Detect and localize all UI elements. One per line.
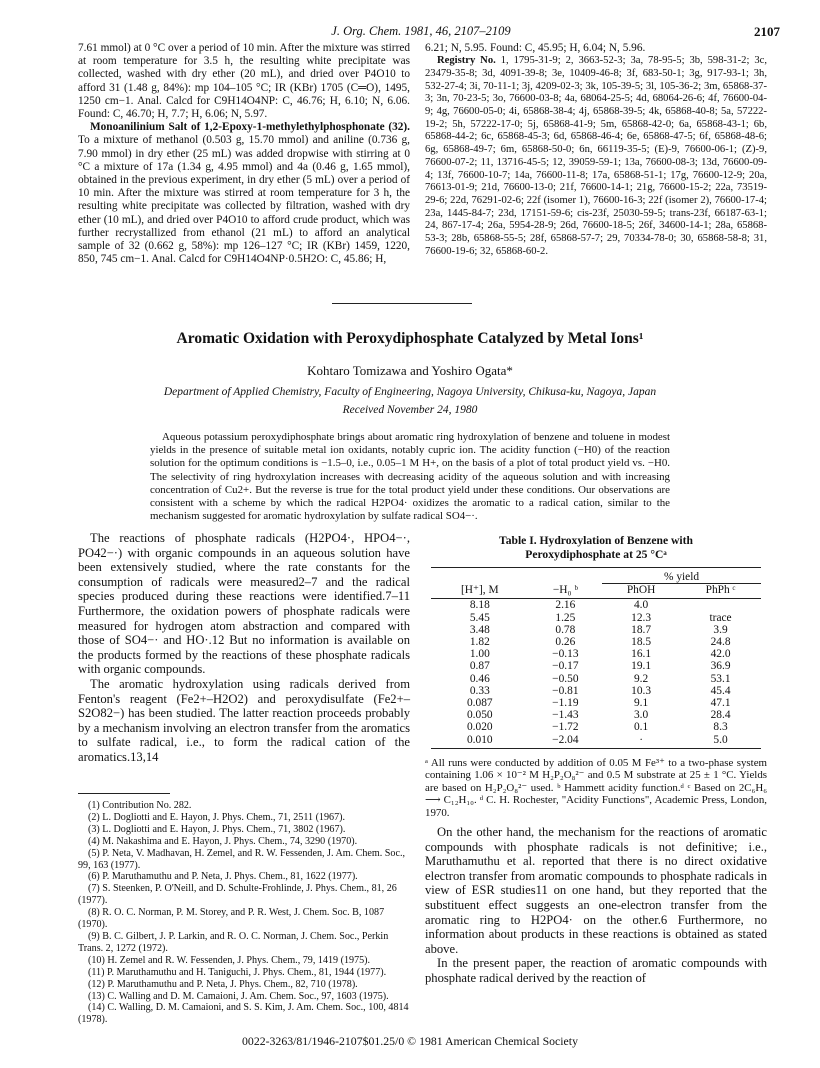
- article-separator-rule: [332, 303, 472, 304]
- cell-phoh: 10.3: [631, 684, 652, 697]
- table-title-line-1: Table I. Hydroxylation of Benzene with: [499, 534, 693, 547]
- experimental-paragraph: 7.61 mmol) at 0 °C over a period of 10 min. After the mixture was stirred at room temperature for 3.5 h, the resulting white precipitate was collected, washed with dry ether (20 mL), and dried over P4O10 to afford 31 (1.48 g, 84%): mp 104–105 °C; IR (KBr) 1705 (C═O), 1495, 1250 cm−1. Anal. Calcd for C9H14O4NP: C, 46.76; H, 6.10; N, 6.06. Found: C, 46.70; H, 7.7; H, 6.06; N, 5.97.: [78, 42, 410, 121]
- yield-group-header: % yield: [602, 571, 761, 584]
- cell-phoh: 12.3: [631, 611, 652, 624]
- cell-phoh: 16.1: [631, 648, 652, 661]
- cell-h-plus: 5.45: [469, 611, 490, 624]
- cell-phph: 3.9: [713, 623, 728, 636]
- cell-h0: −0.13: [552, 648, 579, 661]
- salt-paragraph: [78, 121, 410, 266]
- cell-phph: 42.0: [710, 648, 731, 661]
- reference-item: (3) L. Dogliotti and E. Hayon, J. Phys. Chem., 71, 3802 (1967).: [88, 823, 346, 835]
- journal-citation: J. Org. Chem. 1981, 46, 2107–2109: [331, 24, 511, 38]
- table-1: [425, 534, 767, 819]
- references-rule: [78, 793, 170, 794]
- cell-phoh: 3.0: [633, 709, 649, 722]
- page-number: 2107: [754, 24, 780, 39]
- analysis-continuation: 6.21; N, 5.95. Found: C, 45.95; H, 6.04; N, 5.96.: [425, 42, 646, 54]
- cell-phoh: 4.0: [633, 599, 649, 612]
- cell-phoh: 0.1: [633, 721, 649, 734]
- reference-item: (14) C. Walling, D. M. Camaioni, and S. S. Kim, J. Am. Chem. Soc., 100, 4814 (1978).: [78, 1002, 409, 1026]
- cell-h0: −1.19: [552, 697, 579, 710]
- article-title: Aromatic Oxidation with Peroxydiphosphate Catalyzed by Metal Ions¹: [176, 330, 644, 347]
- cell-phph: 47.1: [710, 697, 731, 710]
- cell-h0: 0.26: [555, 636, 576, 649]
- cell-h0: 2.16: [555, 599, 576, 612]
- registry-list: 1, 1795-31-9; 2, 3663-52-3; 3a, 78-95-5; 3b, 598-31-2; 3c, 23479-35-8; 3d, 4091-39-8; 3e, 10409-46-8; 3f, 683-50-1; 3g, 917-93-1; 3h, 532-27-4; 3i, 70-11-1; 3j, 4209-02-3; 3k, 105-39-5; 3l, 105-36-2; 3m, 65868-37-3; 3n, 70-23-5; 3o, 76600-03-8; 4a, 68064-25-5; 4d, 68064-26-6; 4f, 76600-04-9; 4g, 76600-05-0; 4i, 65868-38-4; 4j, 65868-39-5; 4k, 65868-40-8; 5a, 57222-19-2; 5h, 57222-17-0; 5j, 65868-41-9; 5m, 65868-42-0; 6a, 65868-43-1; 6b, 65868-44-2; 6c, 65868-45-3; 6d, 65868-46-4; 6e, 65868-47-5; 6f, 65868-48-6; 6g, 65868-49-7; 6m, 65868-50-0; 6n, 66119-35-5; (E)-9, 76600-06-1; (Z)-9, 76600-07-2; 11, 13716-45-5; 12, 39059-59-1; 13a, 76600-08-3; 13d, 76600-09-4; 13f, 76600-10-7; 14a, 76600-11-8; 17a, 65868-51-1; 17g, 76600-12-9; 20a, 76613-01-9; 21d, 76600-13-0; 21f, 76600-14-1; 21g, 76600-15-2; 22a, 73519-29-6; 22d, 76291-02-6; 22f (isomer 1), 76600-16-3; 22f (isomer 2), 76600-17-4; 23a, 1445-84-7; 23d, 17151-59-6; cis-23f, 25030-59-5; trans-23f, 66187-63-1; 24, 867-17-4; 26a, 5954-28-9; 26d, 76600-18-5; 26f, 34600-14-1; 28a, 65868-53-3; 28b, 65868-55-5; 28f, 65868-57-7; 29, 70334-78-0; 30, 65868-58-8; 31, 76600-19-6; 32, 65868-60-2.: [425, 55, 767, 257]
- reference-item: (8) R. O. C. Norman, P. M. Storey, and P. R. West, J. Chem. Soc. B, 1087 (1970).: [78, 907, 385, 931]
- reference-item: (7) S. Steenken, P. O'Neill, and D. Schulte-Frohlinde, J. Phys. Chem., 81, 26 (1977).: [78, 883, 397, 907]
- reference-item: (4) M. Nakashima and E. Hayon, J. Phys. Chem., 74, 3290 (1970).: [88, 835, 358, 847]
- col-header-phph: PhPh ᶜ: [705, 584, 736, 597]
- reference-item: (5) P. Neta, V. Madhavan, H. Zemel, and R. W. Fessenden, J. Am. Chem. Soc., 99, 163 (1977).: [78, 847, 405, 871]
- reference-item: (13) C. Walling and D. M. Camaioni, J. Am. Chem. Soc., 97, 1603 (1975).: [88, 990, 389, 1002]
- cell-h-plus: 8.18: [469, 599, 490, 612]
- previous-article-left-column: [78, 42, 410, 266]
- cell-h0: −2.04: [552, 733, 579, 746]
- table-row: [431, 612, 761, 624]
- cell-h-plus: 0.46: [469, 672, 490, 685]
- registry-numbers: [425, 55, 767, 258]
- reference-item: (9) B. C. Gilbert, J. P. Larkin, and R. O. C. Norman, J. Chem. Soc., Perkin Trans. 2, 1272 (1972).: [78, 930, 389, 954]
- cell-phph: trace: [709, 611, 732, 624]
- table-row: [431, 599, 761, 612]
- cell-phph: 45.4: [710, 684, 731, 697]
- table-row: [431, 624, 761, 636]
- copyright-footer: 0022-3263/81/1946-2107$01.25/0 © 1981 American Chemical Society: [242, 1034, 578, 1048]
- cell-phoh: 18.7: [631, 623, 652, 636]
- article-authors: Kohtaro Tomizawa and Yoshiro Ogata*: [307, 363, 513, 378]
- right-paragraph-2: In the present paper, the reaction of aromatic compounds with phosphate radical derived by the reaction of: [425, 956, 767, 985]
- intro-paragraph-2: The aromatic hydroxylation using radicals derived from Fenton's reagent (Fe2+–H2O2) and peroxydisulfate (Fe2+–S2O82−) has been studied. The latter reaction proceeds probably by a mechanism involving an electron transfer from the aromatics to sulfate radical, i.e., to form the radical cation of the aromatics.13,14: [78, 676, 410, 764]
- reference-item: (2) L. Dogliotti and E. Hayon, J. Phys. Chem., 71, 2511 (1967).: [88, 811, 345, 823]
- cell-phph: 8.3: [713, 721, 728, 734]
- author-affiliation: Department of Applied Chemistry, Faculty of Engineering, Nagoya University, Chikusa-ku, Nagoya, Japan: [163, 386, 657, 398]
- col-header-h-plus: [H⁺], M: [460, 583, 499, 596]
- abstract-text: Aqueous potassium peroxydiphosphate brings about aromatic ring hydroxylation of benzene and toluene in modest yields in the presence of suitable metal ion oxidants, notably cupric ion. The acidity function (−H0) of the reaction solution for the optimum conditions is −1.5–0, i.e., 0.05–1 M H+, on the basis of a plot of total product yield vs. −H0. The selectivity of ring hydroxylation increases with decreasing acidity of the aqueous solution and with increasing concentration of Cu2+. But the reverse is true for the total product yield under these conditions. Our observations are consistent with a scheme by which the radical H2PO4· oxidizes the aromatic to a radical cation, similar to the mechanism suggested for aromatic hydroxylation by sulfate radical SO4−·.: [150, 431, 670, 523]
- cell-h-plus: 0.33: [469, 684, 490, 697]
- col-header-phoh: PhOH: [626, 584, 656, 597]
- table-row: [431, 697, 761, 709]
- table-row: [431, 721, 761, 733]
- registry-heading: Registry No.: [437, 55, 496, 67]
- table-row: [431, 685, 761, 697]
- cell-phph: 5.0: [713, 733, 728, 746]
- reference-item: (12) P. Maruthamuthu and P. Neta, J. Phys. Chem., 82, 710 (1978).: [88, 978, 358, 990]
- cell-h0: −0.81: [552, 684, 579, 697]
- cell-h0: 1.25: [555, 611, 576, 624]
- right-paragraph-1: On the other hand, the mechanism for the reactions of aromatic compounds with phosphate radicals is not definitive; i.e., Maruthamuthu et al. reported that there is no direct oxidative electron transfer from aromatic compounds to phosphate radicals in view of ESR studies11 on one hand, but they reported that the substituent effect suggests an one-electron transfer from the aromatic ring to H2PO4· on the other.6 Furthermore, no information about products in these reactions is obtained as stated above.: [425, 825, 767, 956]
- running-header: [62, 24, 780, 40]
- introduction-column: [78, 531, 410, 765]
- cell-phoh: 9.2: [633, 672, 649, 685]
- reference-item: (6) P. Maruthamuthu and P. Neta, J. Phys. Chem., 81, 1622 (1977).: [88, 871, 358, 883]
- cell-h0: −0.17: [552, 660, 579, 673]
- cell-h0: −0.50: [552, 672, 579, 685]
- cell-phph: [680, 599, 761, 612]
- salt-heading: Monoanilinium Salt of 1,2-Epoxy-1-methylethylphosphonate (32).: [90, 121, 410, 134]
- col-header-h0: −H₀ ᵇ: [552, 583, 578, 596]
- table-title-line-2: Peroxydiphosphate at 25 °Cᵃ: [525, 547, 667, 561]
- reference-item: (10) H. Zemel and R. W. Fessenden, J. Phys. Chem., 79, 1419 (1975).: [88, 954, 371, 966]
- cell-h-plus: 0.87: [469, 660, 490, 673]
- cell-h-plus: 1.82: [469, 636, 490, 649]
- cell-phoh: 18.5: [631, 636, 652, 649]
- cell-phoh: ·: [639, 733, 643, 746]
- previous-article-right-column: [425, 42, 767, 258]
- cell-h-plus: 0.020: [466, 721, 493, 734]
- table-row: [431, 734, 761, 746]
- cell-h0: −1.43: [552, 709, 579, 722]
- intro-paragraph-1: The reactions of phosphate radicals (H2PO4·, HPO4−·, PO42−·) with organic compounds in an aqueous solution have been extensively studied, where the rate constants for the consumption of radicals were measured2–7 and the radical species produced during these reactions were identified.7–11 Furthermore, the oxidation powers of phosphate radicals were measured for hydrogen atom abstraction and compared with those of SO4−· and HO·.12 But no information is available on the products formed by the reactions of these phosphate radicals with organic compounds.: [78, 531, 410, 677]
- hydroxylation-table: [431, 567, 761, 749]
- references-list: [78, 800, 410, 1026]
- reference-item: (11) P. Maruthamuthu and H. Taniguchi, J. Phys. Chem., 81, 1944 (1977).: [88, 966, 387, 978]
- reference-item: (1) Contribution No. 282.: [88, 800, 192, 811]
- received-date: Received November 24, 1980: [342, 404, 478, 416]
- table-row: [431, 660, 761, 672]
- cell-phoh: 19.1: [631, 660, 652, 673]
- table-title: [425, 534, 767, 561]
- table-body: [431, 599, 761, 746]
- discussion-column: [425, 825, 767, 986]
- cell-h-plus: 1.00: [469, 648, 490, 661]
- abstract: [150, 431, 670, 523]
- table-row: [431, 709, 761, 721]
- cell-h-plus: 0.010: [466, 733, 493, 746]
- cell-phph: 28.4: [710, 709, 731, 722]
- cell-phoh: 9.1: [633, 697, 649, 710]
- cell-h-plus: 0.087: [466, 697, 493, 710]
- table-row: [431, 673, 761, 685]
- cell-h-plus: 3.48: [469, 623, 490, 636]
- cell-h0: 0.78: [555, 623, 576, 636]
- cell-phph: 24.8: [710, 636, 731, 649]
- cell-phph: 53.1: [710, 672, 731, 685]
- table-row: [431, 648, 761, 660]
- cell-h-plus: 0.050: [466, 709, 493, 722]
- table-row: [431, 636, 761, 648]
- cell-h0: −1.72: [552, 721, 579, 734]
- table-footnote: ᵃ All runs were conducted by addition of 0.05 M Fe³⁺ to a two-phase system containing 1.06 × 10⁻² M H₂P₂O₈²⁻ and 0.5 M substrate at 25 ± 1 °C. Yields are based on H₂P₂O₈²⁻ used. ᵇ Hammett acidity function.ᵈ ᶜ Based on 2C₆H₆ ⟶ C₁₂H₁₀. ᵈ C. H. Rochester, "Acidity Functions", Academic Press, London, 1970.: [425, 756, 767, 819]
- cell-phph: 36.9: [710, 660, 731, 673]
- salt-text: To a mixture of methanol (0.503 g, 15.70 mmol) and aniline (0.736 g, 7.90 mmol) in dry ether (25 mL) was added dropwise with stirring at 0 °C a mixture of 17a (1.34 g, 4.95 mmol) and 4a (0.46 g, 1.65 mmol), obtained in the previous experiment, in dry ether (5 mL) over a period of 10 min. After the mixture was stirred at room temperature for 3 h, the resulting white precipitate was collected by filtration, washed with dry ether (10 mL), and dried over P4O10 to afford crude product, which was further recrystallized from ethanol (21 mL) to afford an analytical sample of 32 (0.662 g, 58%): mp 126–127 °C; IR (KBr) 1459, 1220, 850, 745 cm−1. Anal. Calcd for C9H14O4NP·0.5H2O: C, 45.86; H,: [78, 134, 410, 266]
